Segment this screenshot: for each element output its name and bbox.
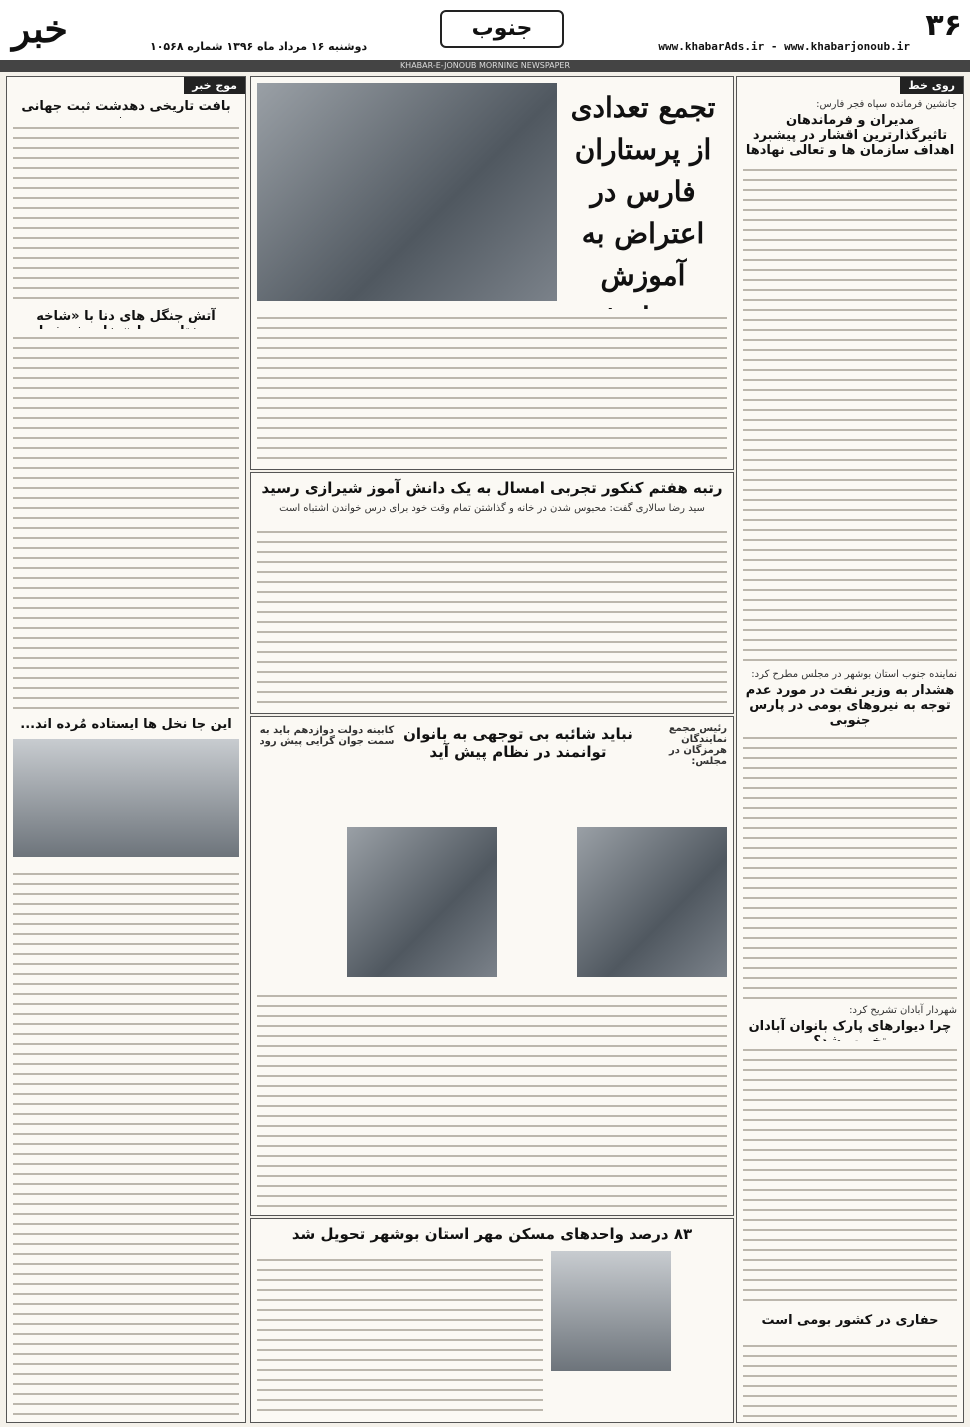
top-feature	[250, 76, 734, 470]
newspaper-logo: خبر	[12, 6, 68, 51]
interview-label: رئیس مجمع نمایندگان هرمزگان در مجلس:	[668, 723, 727, 767]
a4-title[interactable]: حفاری در کشور بومی است	[761, 1313, 939, 1328]
left-column	[6, 76, 246, 1423]
left-column-tag: موج خبر	[184, 77, 245, 94]
a3-body	[743, 1041, 957, 1303]
interview-body	[257, 987, 727, 1209]
l2-title[interactable]: آتش جنگل های دنا با «شاخه	[36, 309, 216, 324]
top-title[interactable]: تجمع تعدادی از پرستاران فارس در اعتراض به آموزش	[570, 91, 716, 292]
l2-body	[13, 329, 239, 709]
a2-kicker: نماینده جنوب استان بوشهر در مجلس مطرح کرد:	[751, 669, 957, 680]
building-photo	[551, 1251, 671, 1371]
page-number: ۳۶	[925, 8, 962, 43]
konkur-article	[250, 472, 734, 714]
konkur-lead: سید رضا سالاری گفت: محبوس شدن در خانه و گذاشتن تمام وقت خود برای درس خواندن اشتباه است	[279, 503, 705, 514]
a2-body	[743, 729, 957, 999]
a1-title[interactable]: مدیران و فرماندهان تاثیرگذارترین اقشار در پیشبرد اهداف سازمان ها و تعالی نهادها	[745, 113, 955, 158]
konkur-body	[257, 523, 727, 707]
l1-title[interactable]: بافت تاریخی دهدشت ثبت جهانی	[21, 99, 231, 114]
right-column-tag: روی خط	[900, 77, 963, 94]
portrait-photo-2	[347, 827, 497, 977]
right-column	[736, 76, 964, 1423]
section-title: جنوب	[440, 10, 564, 48]
a3-title[interactable]: چرا دیوارهای پارک بانوان آبادان	[748, 1019, 952, 1034]
protest-photo	[257, 83, 557, 301]
issue-date: دوشنبه ۱۶ مرداد ماه ۱۳۹۶ شماره ۱۰۵۶۸	[150, 40, 368, 53]
a1-body	[743, 161, 957, 661]
top-body	[257, 309, 727, 463]
housing-article	[250, 1218, 734, 1423]
interview-article	[250, 716, 734, 1216]
a3-kicker: شهردار آبادان تشریح کرد:	[849, 1005, 957, 1016]
l1-body	[13, 119, 239, 299]
english-subtitle: KHABAR-E-JONOUB MORNING NEWSPAPER	[0, 60, 970, 72]
housing-body	[257, 1251, 543, 1415]
a4-body	[743, 1337, 957, 1417]
a2-title[interactable]: هشدار به وزیر نفت در مورد عدم توجه به نیروهای بومی در پارس جنوبی	[745, 683, 955, 728]
portrait-photo-1	[577, 827, 727, 977]
housing-title[interactable]: ۸۳ درصد واحدهای مسکن مهر استان بوشهر تحویل شد	[291, 1225, 693, 1243]
interview-side-title[interactable]: کابینه دولت دوازدهم باید به سمت جوان گرایی پیش رود	[259, 725, 395, 747]
site-urls[interactable]: www.khabarAds.ir - www.khabarjonoub.ir	[658, 40, 910, 53]
l3-body	[13, 865, 239, 1417]
konkur-title[interactable]: رتبه هفتم کنکور تجربی امسال به یک دانش آموز شیرازی رسید	[261, 479, 723, 497]
masthead	[0, 0, 970, 62]
a1-kicker: جانشین فرمانده سپاه فجر فارس:	[816, 99, 957, 110]
l3-title[interactable]: این جا نخل ها ایستاده مُرده اند...	[20, 717, 232, 732]
palm-photo	[13, 739, 239, 857]
interview-title[interactable]: نباید شائبه بی توجهی به بانوان توانمند در نظام پیش آید	[403, 725, 633, 761]
